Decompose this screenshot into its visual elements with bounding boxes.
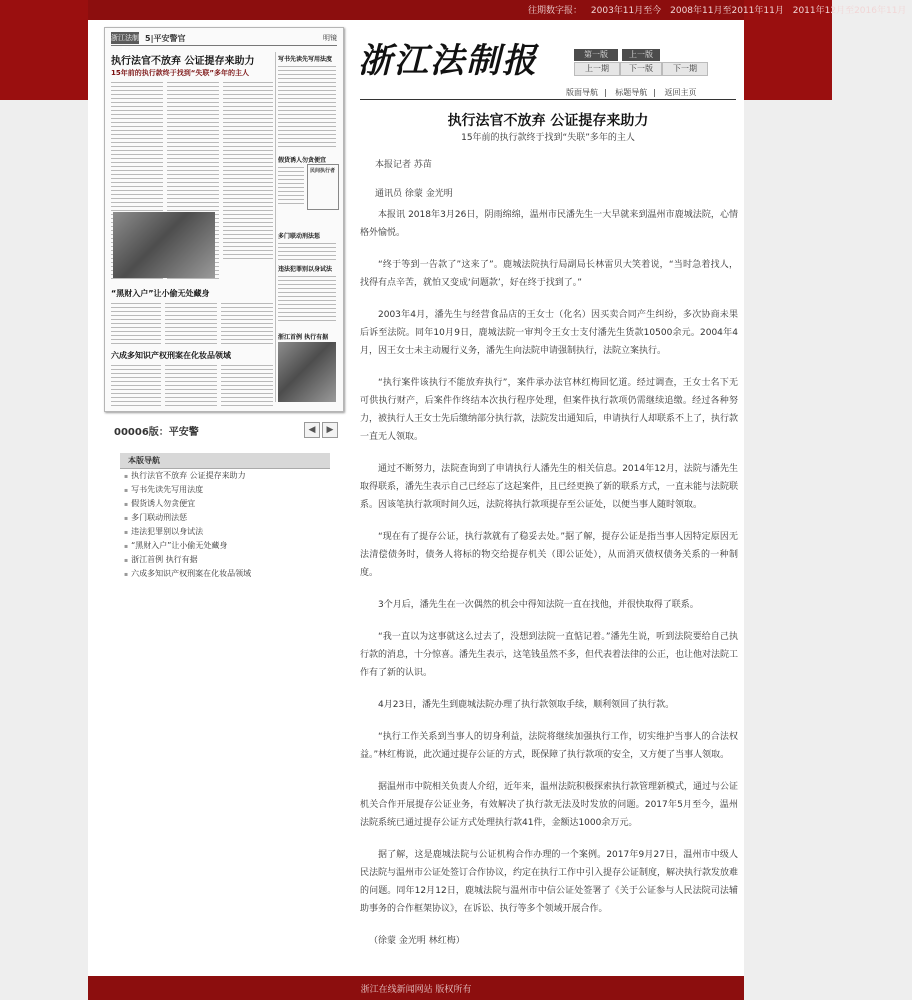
thumb-subhead: 15年前的执行款终于找到“失联”多年的主人 [111,69,249,77]
thumb-text-col [221,363,273,407]
page-nav [120,453,330,603]
page-nav-list [120,469,330,581]
thumb-masthead [111,32,337,54]
page-nav-item[interactable]: ▪ 违法犯罪别以身试法 [124,525,330,539]
header-rule [360,99,736,100]
thumb-photo [278,342,336,402]
article-paragraph: 通过不断努力，法院查询到了申请执行人潘先生的相关信息。2014年12月，法院与潘先生取得联系，潘先生表示自己已经忘了这起案件，且已经更换了新的联系方式，一直未能与法院联系。因该笔执行款项时间久远，法院将执行款项提存至公证处，以便当事人随时领取。 [360,464,739,510]
thumb-text-col [111,301,161,347]
footer-text: 浙江在线新闻网站 版权所有 [360,985,472,995]
thumb-box [307,164,339,210]
next-edition-button[interactable]: 下一版 [620,62,662,76]
page-nav-item[interactable]: ▪ 六成多知识产权刑案在化妆品领域 [124,567,330,581]
page-nav-item[interactable]: ▪ “黑财入户”让小偷无处藏身 [124,539,330,553]
page-nav-title: 本版导航 [120,453,330,469]
title-nav-link[interactable]: 标题导航 [615,88,648,97]
article-paragraph: “现在有了提存公证，执行款就有了稳妥去处。”据了解，提存公证是指当事人因特定原因无法清偿债务时，债务人将标的物交给提存机关（即公证处），从而消灭债权债务关系的一种制度。 [360,532,738,578]
article-paragraph: “终于等到一告款了”这来了”。鹿城法院执行局副局长林雷贝大笑着说，“当时急着找人，找得有点辛苦，就怕又变成‘问题款’，好在终于找到了。” [360,260,738,288]
brand-logo[interactable]: 浙江法制报 [358,41,538,81]
prev-page-button[interactable]: ◀ [304,422,320,438]
page-number-label: 00006版：平安警 [114,427,199,438]
archive-label: 往期数字报： [528,6,583,16]
thumb-right-head-5[interactable]: 浙江首例 执行有据 [278,334,329,341]
page-thumbnail[interactable] [104,27,344,412]
article-paragraph: 本报讯 2018年3月26日，阴雨绵绵，温州市民潘先生一大早就来到温州市鹿城法院，心情格外愉悦。 [360,210,738,238]
article-paragraph: 据了解，这是鹿城法院与公证机构合作办理的一个案例。2017年9月27日，温州市中级人民法院与温州市公证处签订合作协议，约定在执行工作中引入提存公证制度，解决执行款发放难的问题。同年12月12日，鹿城法院与温州市中信公证处签署了《关于公证参与人民法院司法辅助事务的合作框架协议》，在诉讼、执行等多个领域开展合作。 [360,850,739,914]
page-nav-item[interactable]: ▪ 执行法官不放弃 公证提存来助力 [124,469,330,483]
article-paragraph: 2003年4月，潘先生与经营食品店的王女士（化名）因买卖合同产生纠纷，多次协商未果后诉至法院。同年10月9日，鹿城法院一审判令王女士支付潘先生货款10500余元。2004年4月，因王女士未主动履行义务，潘先生向法院申请强制执行，法院立案执行。 [360,310,738,356]
archive-link-2008[interactable]: 2008年11月至2011年11月 [670,6,784,16]
thumb-right-head-3[interactable]: 多门联动刑法惩 [278,233,321,240]
footer [88,976,744,1000]
thumb-text-col [278,241,336,263]
article-paragraph: 4月23日，潘先生到鹿城法院办理了执行款领取手续，顺利领回了执行款。 [378,700,675,710]
article-paragraph: “执行工作关系到当事人的切身利益，法院将继续加强执行工作，切实维护当事人的合法权益。”林红梅说，此次通过提存公证的方式，既保障了执行款项的安全，又方便了当事人领取。 [360,732,738,760]
article-subtitle: 15年前的执行款终于找到“失联”多年的主人 [461,133,635,143]
page-nav-item[interactable]: ▪ 浙江首例 执行有据 [124,553,330,567]
page-nav-item[interactable]: ▪ 多门联动刑法惩 [124,511,330,525]
archive-link-2011[interactable]: 2011年12月至2016年11月 [792,6,907,16]
thumb-box-title: 民间执行者 [310,168,336,174]
next-page-button[interactable]: ▶ [322,422,338,438]
thumb-text-col [165,363,217,407]
article-paragraph: “我一直以为这事就这么过去了，没想到法院一直惦记着。”潘先生说，听到法院要给自己执行款的消息，十分惊喜。潘先生表示，这笔钱虽然不多，但代表着法律的公正，也让他对法院工作有了新的认识。 [360,632,739,678]
prev-edition-button[interactable]: 上一版 [622,49,660,61]
article-title: 执行法官不放弃 公证提存来助力 [447,113,649,129]
article-paragraph: 3个月后，潘先生在一次偶然的机会中得知法院一直在找他，并很快取得了联系。 [378,600,699,610]
top-links: 版面导航 | 标题导航 | 返回主页 [566,88,697,97]
thumb-text-col [278,64,336,150]
thumb-right-head-2[interactable]: 假货诱人勿贪便宜 [278,157,327,164]
archive-link-2003[interactable]: 2003年11月至今 [590,6,662,16]
thumb-logo: 浙江法制报 [111,34,139,54]
prev-issue-button[interactable]: 上一期 [574,62,620,76]
thumb-text-col [278,165,304,205]
thumb-section: 5|平安警官 [145,34,186,43]
home-link[interactable]: 返回主页 [664,88,697,97]
thumb-text-col [221,301,273,347]
article-body [360,206,738,964]
page-nav-item[interactable]: ▪ 假货诱人勿贪便宜 [124,497,330,511]
page-nav-item[interactable]: ▪ 写书先读先写用法度 [124,483,330,497]
article-paragraph: 据温州市中院相关负责人介绍，近年来，温州法院积极探索执行款管理新模式，通过与公证机关合作开展提存公证业务，有效解决了执行款无法及时发放的问题。2017年5月至今，温州法院系统已通过提存公证方式处理执行款41件，金额达1000余万元。 [360,782,739,828]
thumb-text-col [223,80,273,260]
thumb-date: 明镜 [323,34,337,42]
article-paragraph: “执行案件该执行不能放弃执行”，案件承办法官林红梅回忆道。经过调查，王女士名下无可供执行财产，后案件作终结本次执行程序处理，但案件执行款项仍需继续追缴。经过各种努力，被执行人王女士先后缴纳部分执行款，法院发出通知后，申请执行人却联系不上了，执行款一直无人领取。 [360,378,739,442]
next-issue-button[interactable]: 下一期 [662,62,708,76]
thumb-text-col [278,274,336,324]
thumb-divider [275,52,276,402]
thumb-text-col [165,301,217,347]
article-credit: （徐蒙 金光明 林红梅） [369,936,465,946]
thumb-photo [113,212,215,278]
page-nav-link[interactable]: 版面导航 [566,88,598,97]
thumb-right-head-4[interactable]: 违法犯罪别以身试法 [278,266,333,273]
archive-links [528,3,912,16]
thumb-right-head-1[interactable]: 写书先读先写用法度 [278,56,333,63]
thumb-headline[interactable]: 执行法官不放弃 公证提存来助力 [111,56,255,67]
thumb-headline-2[interactable]: “黑财入户”让小偷无处藏身 [111,289,210,298]
article-byline: 通讯员 徐蒙 金光明 [375,189,453,199]
thumb-headline-3[interactable]: 六成多知识产权刑案在化妆品领域 [111,351,231,360]
page-pager [104,420,342,440]
first-page-button[interactable]: 第一版 [574,49,618,61]
article-byline: 本报记者 苏苗 [375,160,432,170]
thumb-text-col [111,363,161,407]
archive-bar [88,0,907,20]
